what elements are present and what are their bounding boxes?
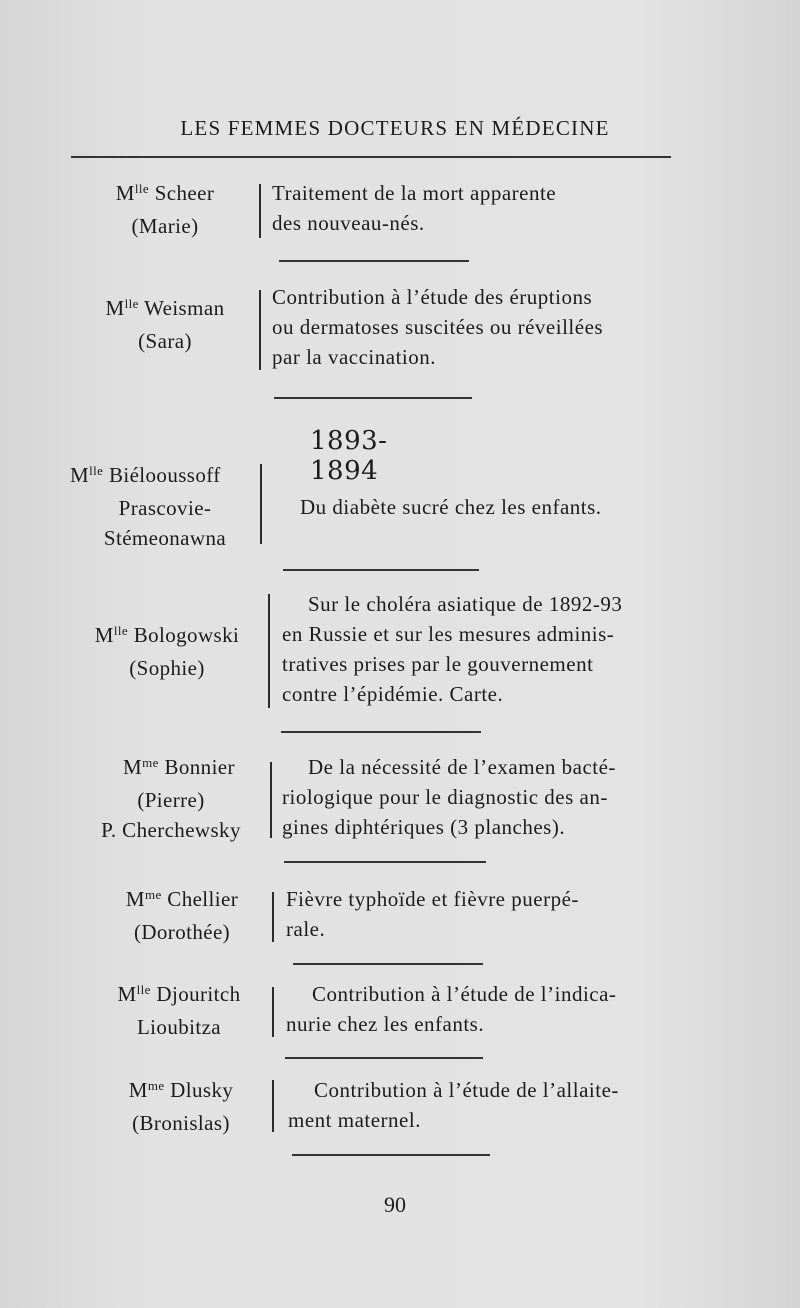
name-line: (Sophie) (129, 656, 205, 680)
entry-names (72, 620, 262, 683)
name-line: $M^{me}$ Bonnier (123, 755, 235, 779)
separator-rule (292, 1154, 490, 1156)
name-line: Lioubitza (136, 1015, 222, 1039)
name-line: $M^{lle}$ Bologowski (94, 623, 240, 647)
desc-line: Contribution à l’étude des éruptions (272, 285, 593, 309)
name-line: $M^{me}$ Dlusky (128, 1078, 234, 1102)
desc-line: gines diphtériques (3 planches). (282, 815, 566, 839)
name-line: (Marie) (131, 214, 199, 238)
desc-line: des nouveau-nés. (272, 211, 425, 235)
brace-bar (272, 892, 274, 942)
desc-line: nurie chez les enfants. (286, 1012, 485, 1036)
desc-line: ou dermatoses suscitées ou réveillées (272, 315, 604, 339)
entry-names (96, 979, 262, 1042)
brace-bar (259, 290, 261, 370)
name-line: $M^{lle}$ Djouritch (117, 982, 241, 1006)
desc-line: Fièvre typhoïde et fièvre puerpé- (286, 887, 579, 911)
name-line: (Dorothée) (133, 920, 231, 944)
name-line: P. Cherchewsky (101, 818, 241, 842)
entry-description (300, 492, 602, 522)
desc-line: De la nécessité de l’examen bacté- (308, 755, 616, 779)
brace-bar (272, 1080, 274, 1132)
year-heading: 1893-1894 (310, 426, 388, 486)
desc-line: riologique pour le diagnostic des an- (282, 785, 608, 809)
desc-line: Sur le choléra asiatique de 1892-93 (308, 592, 623, 616)
header-rule (71, 156, 671, 158)
separator-rule (293, 963, 483, 965)
desc-line: Du diabète sucré chez les enfants. (300, 495, 602, 519)
brace-bar (260, 464, 262, 544)
desc-line: rale. (286, 917, 326, 941)
name-line: $M^{lle}$ Biélooussoff (70, 463, 221, 487)
entry-description (288, 1075, 619, 1135)
desc-line: Contribution à l’étude de l’allaite- (314, 1078, 619, 1102)
entry-names (100, 884, 264, 947)
name-line: $M^{me}$ Chellier (125, 887, 239, 911)
desc-line: tratives prises par le gouvernement (282, 652, 594, 676)
separator-rule (281, 731, 481, 733)
separator-rule (285, 1057, 483, 1059)
page-number: 90 (384, 1192, 406, 1217)
separator-rule (284, 861, 486, 863)
name-line: Stémeonawna (103, 526, 227, 550)
name-line: Prascovie- (118, 496, 212, 520)
entry-names (76, 752, 266, 845)
desc-line: en Russie et sur les mesures adminis- (282, 622, 615, 646)
brace-bar (270, 762, 272, 838)
separator-rule (274, 397, 472, 399)
entry-description (272, 282, 603, 372)
name-line: (Sara) (138, 329, 192, 353)
entry-description (272, 178, 556, 238)
desc-line: Traitement de la mort apparente (272, 181, 557, 205)
entry-description (282, 752, 616, 842)
brace-bar (272, 987, 274, 1037)
desc-line: ment maternel. (288, 1108, 421, 1132)
desc-line: Contribution à l’étude de l’indica- (312, 982, 617, 1006)
entry-description (286, 884, 579, 944)
entry-description (282, 589, 622, 709)
separator-rule (283, 569, 479, 571)
desc-line: contre l’épidémie. Carte. (282, 682, 504, 706)
separator-rule (279, 260, 469, 262)
entry-names (70, 460, 260, 553)
entry-names (82, 293, 248, 356)
desc-line: par la vaccination. (272, 345, 437, 369)
brace-bar (268, 594, 270, 708)
running-header: LES FEMMES DOCTEURS EN MÉDECINE (180, 116, 610, 140)
name-line: $M^{lle}$ Scheer (115, 181, 215, 205)
entry-names (100, 178, 230, 241)
name-line: (Bronislas) (132, 1111, 230, 1135)
brace-bar (259, 184, 261, 238)
name-line: (Pierre) (137, 788, 205, 812)
entry-names (100, 1075, 262, 1138)
entry-description (286, 979, 616, 1039)
name-line: $M^{lle}$ Weisman (105, 296, 225, 320)
